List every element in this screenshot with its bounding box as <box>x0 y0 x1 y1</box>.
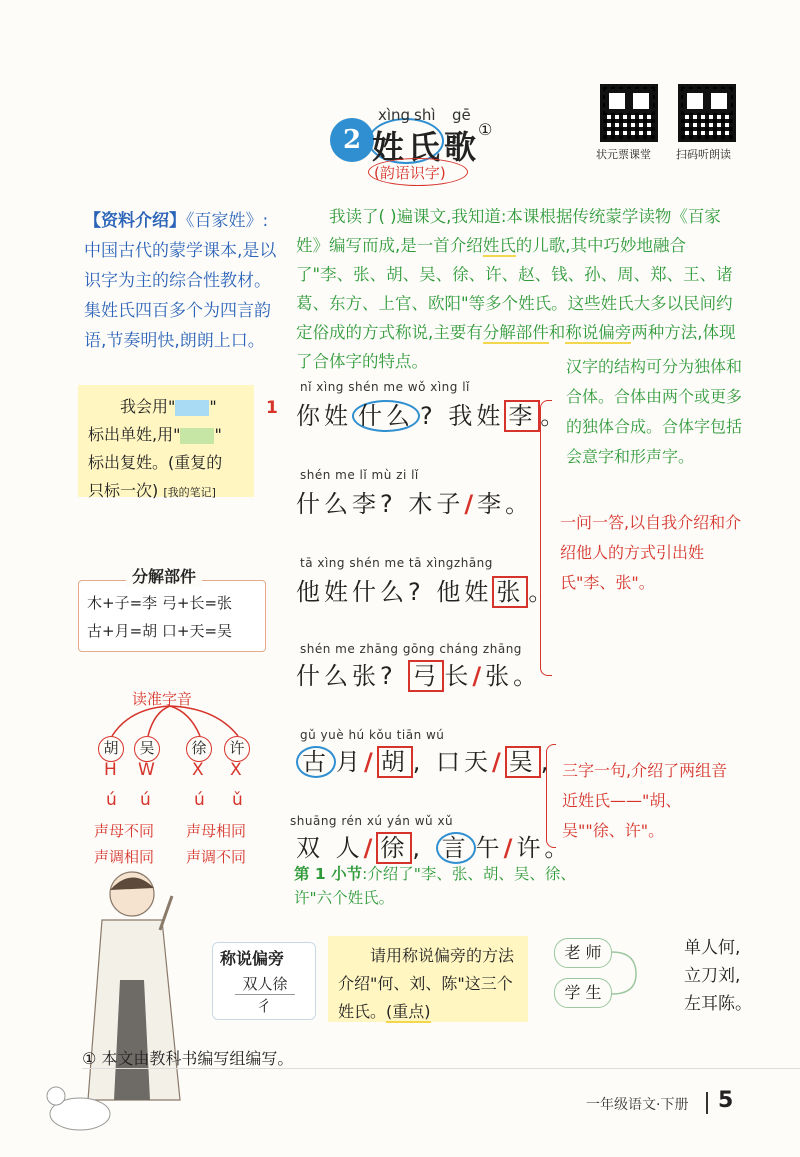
sticky-text: 只标一次) <box>88 481 159 500</box>
title-pinyin-3: gē <box>452 106 471 124</box>
poem-text: 徐 <box>376 832 412 864</box>
note-highlight: 称说偏旁 <box>565 323 632 342</box>
poem-text: / <box>364 748 377 776</box>
qr-label-1: 状元票课堂 <box>596 148 651 161</box>
sticky-tag: [我的笔记] <box>163 486 216 499</box>
right-note-1: 声母相同 <box>186 822 247 840</box>
brace <box>540 400 552 676</box>
note-text: 的儿歌,其中巧妙地融合了"李、张、胡、吴、徐、许、赵、钱、孙、周、郑、王、诸葛、东方、上官、欧阳"等多个姓氏。这些姓氏大多以民间约定俗成的方式称说,主要有 <box>296 236 733 342</box>
poem-text: / <box>503 834 517 862</box>
poem-text: , <box>540 748 553 776</box>
section-summary <box>294 862 586 910</box>
initial-x: X <box>192 760 204 780</box>
poem-pinyin: shén me zhāng gōng cháng zhāng <box>300 642 522 656</box>
green-swatch <box>180 428 214 444</box>
poem-text: 双 人 <box>296 834 364 862</box>
note-text: 和 <box>548 323 566 342</box>
title-pinyin-2: shì <box>414 106 436 124</box>
answer-1: 单人何, <box>684 938 741 958</box>
poem-text: 胡 <box>377 746 413 778</box>
poem-text: 什么 <box>352 400 420 432</box>
intro-heading: 【资料介绍】 <box>84 211 186 231</box>
brace <box>546 744 556 848</box>
section-label: 第 1 小节 <box>294 865 363 883</box>
poem-pinyin: shuāng rén xú yán wǔ xǔ <box>290 814 454 828</box>
poem-line-2 <box>296 484 533 519</box>
note-text: 我读了( )遍课文,我知道:本课根据传统蒙学读物《百家姓》编写而成,是一首介绍 <box>296 207 721 255</box>
footer-book: 一年级语文·下册 <box>586 1097 689 1113</box>
intro-book: 《百家姓》: <box>186 211 269 231</box>
poem-line-6 <box>296 828 572 863</box>
poem-text: 古 <box>296 746 336 778</box>
title-pinyin-1: xìng <box>378 106 411 124</box>
qa-note: 一问一答,以自我介绍和介绍他人的方式引出姓氏"李、张"。 <box>560 513 742 592</box>
right-note-2: 声调不同 <box>186 848 247 866</box>
sticky-text: 我会用" <box>120 397 176 416</box>
poem-text: 什么李? 木子 <box>296 490 465 518</box>
qr-code-icon[interactable] <box>600 84 658 142</box>
intro-body: 中国古代的蒙学课本,是以识字为主的综合性教材。集姓氏四百多个为四言韵语,节奏明快,朗朗上口。 <box>84 241 277 351</box>
final-3: ú <box>194 790 205 810</box>
sticky-text: " <box>214 425 222 444</box>
note-highlight: 分解部件 <box>482 323 549 342</box>
poem-text: 李。 <box>477 490 534 518</box>
reading-note <box>296 202 742 376</box>
char-xu2: 许 <box>224 736 250 762</box>
lesson-number: 2 <box>330 118 374 162</box>
poem-text: / <box>492 748 505 776</box>
final-2: ú <box>140 790 151 810</box>
note-highlight: 姓氏 <box>482 236 516 255</box>
tree-lines <box>90 700 260 740</box>
answer-2: 立刀刘, <box>684 966 741 986</box>
poem-text: 张 <box>492 576 528 608</box>
qr-label-2: 扫码听朗读 <box>676 148 731 161</box>
title-char-2: 氏 <box>408 128 441 166</box>
left-note-1: 声母不同 <box>94 822 155 840</box>
sticky-text: " <box>209 397 217 416</box>
task-note <box>328 936 528 1022</box>
pronounce-title: 读准字音 <box>132 690 193 708</box>
structure-note: 汉字的结构可分为独体和合体。合体由两个或更多的独体合成。合体字包括会意字和形声字。 <box>566 357 743 466</box>
title-footnote-mark: ① <box>478 120 493 139</box>
sticky-text: 标出复姓。(重复的 <box>88 453 223 472</box>
note-text: 两种方法,体现了合体字的特点。 <box>296 323 736 371</box>
poem-text: 吴 <box>505 746 541 778</box>
role-student: 学 生 <box>554 978 612 1008</box>
poem-text: 言 <box>436 832 476 864</box>
initial-h: H <box>104 760 117 780</box>
initial-w: W <box>138 760 155 780</box>
poem-line-5 <box>296 742 552 777</box>
decompose-title: 分解部件 <box>126 564 202 587</box>
poem-text: 长 <box>444 662 473 690</box>
poem-text: 。 <box>540 402 569 430</box>
poem-pinyin: tā xìng shén me tā xìngzhāng <box>300 556 493 570</box>
poem-text: 弓 <box>408 660 444 692</box>
poem-text: 他姓什么? 他姓 <box>296 578 493 606</box>
poem-line-4 <box>296 656 541 691</box>
role-teacher: 老 师 <box>554 938 612 968</box>
decompose-box <box>78 580 266 652</box>
char-xu: 徐 <box>186 736 212 762</box>
page-number: 5 <box>718 1088 734 1113</box>
poem-text: ? 我姓 <box>420 402 505 430</box>
three-char-note: 三字一句,介绍了两组音近姓氏——"胡、吴""徐、许"。 <box>562 761 728 840</box>
title-char-3: 歌 <box>444 128 477 166</box>
poem-pinyin: nǐ xìng shén me wǒ xìng lǐ <box>300 380 470 394</box>
poem-text: 。 <box>528 578 557 606</box>
poem-text: 月 <box>336 748 364 776</box>
section-text: :介绍了"李、张、胡、吴、徐、许"六个姓氏。 <box>294 865 576 907</box>
sticky-note <box>78 385 254 500</box>
poem-pinyin: gǔ yuè hú kǒu tiān wú <box>300 728 445 742</box>
final-4: ǔ <box>232 790 243 810</box>
footer-divider <box>82 1068 800 1069</box>
footer-separator <box>706 1092 708 1114</box>
poem-text: / <box>363 834 377 862</box>
poem-text: 你姓 <box>296 402 352 430</box>
poem-text: / <box>472 662 486 690</box>
radical-char: 彳 <box>256 997 272 1015</box>
poem-text: 张。 <box>485 662 542 690</box>
blue-swatch <box>175 400 209 416</box>
key-point: (重点) <box>386 1002 431 1021</box>
poem-text: 李 <box>504 400 540 432</box>
verse-number: 1 <box>266 398 278 418</box>
poem-text: , 口天 <box>412 748 493 776</box>
radical-example: 双人徐 <box>235 973 295 995</box>
poem-text: , <box>412 834 436 862</box>
footnote: ① 本文由教科书编写组编写。 <box>82 1049 294 1068</box>
poem-line-1 <box>296 396 568 431</box>
final-1: ú <box>106 790 117 810</box>
task-text: 请用称说偏旁的方法介绍"何、刘、陈"这三个姓氏。 <box>338 946 515 1021</box>
poem-text: 许。 <box>516 834 573 862</box>
poem-pinyin: shén me lǐ mù zi lǐ <box>300 468 419 482</box>
subtitle: (韵语识字) <box>374 164 446 182</box>
decompose-row: 古+月=胡 口+天=吴 <box>87 622 233 640</box>
intro-box <box>84 206 280 356</box>
initial-x2: X <box>230 760 242 780</box>
title-char-1: 姓 <box>372 128 405 166</box>
sticky-text: 标出单姓,用" <box>88 425 181 444</box>
role-connector <box>612 944 652 1004</box>
answer-3: 左耳陈。 <box>684 994 752 1014</box>
char-wu: 吴 <box>134 736 160 762</box>
left-note-2: 声调相同 <box>94 848 155 866</box>
boy-illustration <box>40 860 230 1150</box>
qr-code-icon[interactable] <box>678 84 736 142</box>
poem-text: / <box>464 490 478 518</box>
char-hu: 胡 <box>98 736 124 762</box>
poem-line-3 <box>296 572 556 607</box>
decompose-row: 木+子=李 弓+长=张 <box>87 594 233 612</box>
poem-text: 什么张? <box>296 662 409 690</box>
poem-text: 午 <box>475 834 504 862</box>
radical-title: 称说偏旁 <box>220 949 285 968</box>
